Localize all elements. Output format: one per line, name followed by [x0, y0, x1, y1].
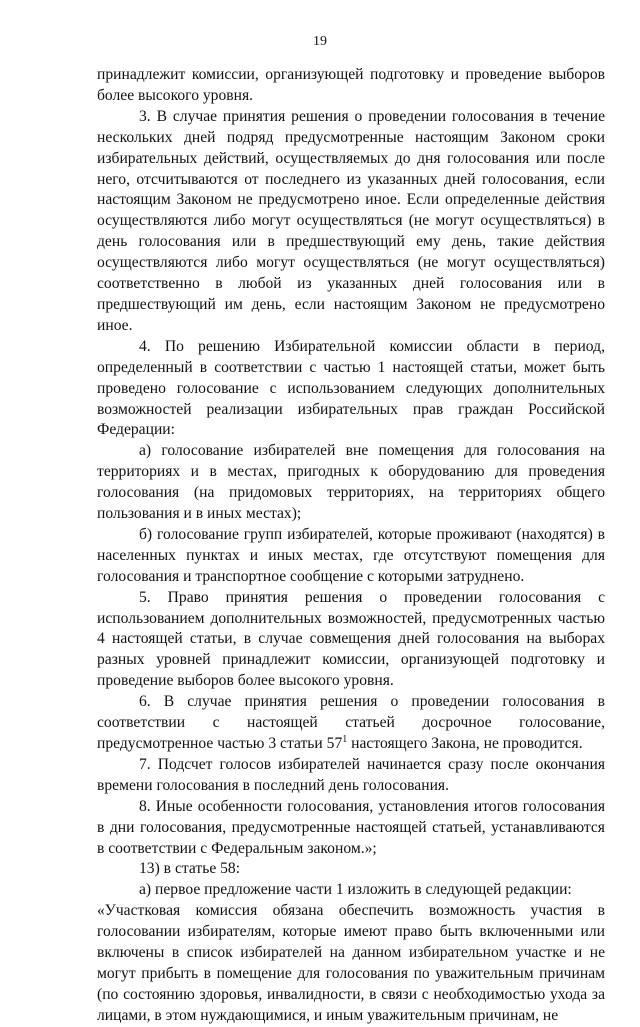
superscript-marker: 1 [342, 733, 348, 745]
paragraph-item-8: 8. Иные особенности голосования, установления итогов голосования в дни голосования, предусмотренные настоящей статьей, устанавливаются в соответствии с Федеральным законом.»; [97, 797, 605, 857]
paragraph-item-3: 3. В случае принятия решения о проведении голосования в течение нескольких дней подряд предусмотренные настоящим Законом сроки избирательных действий, осуществляемых до дня голосования или после него, отсчитываются от последнего из указанных дней голосования, если настоящим Законом не предусмотрено иное. Если определенные действия осуществляются либо могут осуществляться (не могут осуществляться) в день голосования или в предшествующий ему день, такие действия осуществляются либо могут осуществляться (не могут осуществляться) соответственно в любой из указанных дней голосования или в предшествующий им день, если настоящим Законом не предусмотрено иное. [97, 107, 605, 334]
paragraph-subitem-a: а) голосование избирателей вне помещения для голосования на территориях и в местах, пригодных к оборудованию для проведения голосования (на придомовых территориях, на территориях общего пользования и в иных местах); [97, 442, 605, 523]
paragraph-item-6-tail: настоящего Закона, не проводится. [347, 735, 583, 752]
paragraph-subitem-b: б) голосование групп избирателей, которые проживают (находятся) в населенных пунктах и иных местах, где отсутствуют помещения для голосования и транспортное сообщение с которыми затруднено. [97, 525, 605, 585]
paragraph-quoted-text: «Участковая комиссия обязана обеспечить возможность участия в голосовании избирателям, которые имеют право быть включенными или включены в список избирателей на данном избирательном участке и не могут прибыть в помещение для голосования по уважительным причинам (по состоянию здоровья, инвалидности, в связи с необходимостью ухода за лицами, в этом нуждающимися, и иным уважительным причинам, не [97, 902, 605, 1024]
paragraph-item-7: 7. Подсчет голосов избирателей начинается сразу после окончания времени голосования в последний день голосования. [97, 755, 605, 794]
document-body [97, 65, 605, 1027]
paragraph-item-5: 5. Право принятия решения о проведении голосования с использованием дополнительных возможностей, предусмотренных частью 4 настоящей статьи, в случае совмещения дней голосования на выборах разных уровней принадлежит комиссии, организующей подготовку и проведение выборов более высокого уровня. [97, 588, 605, 690]
paragraph-continuation: принадлежит комиссии, организующей подготовку и проведение выборов более высокого уровня. [97, 66, 605, 104]
paragraph-item-13: 13) в статье 58: [139, 860, 241, 878]
page-number: 19 [313, 34, 327, 49]
paragraph-subitem-a-amendment: а) первое предложение части 1 изложить в следующей редакции: [139, 881, 572, 899]
paragraph-item-4: 4. По решению Избирательной комиссии области в период, определенный в соответствии с частью 1 настоящей статьи, может быть проведено голосование с использованием следующих дополнительных возможностей реализации избирательных прав граждан Российской Федерации: [97, 337, 605, 439]
paragraph-item-6 [97, 692, 605, 755]
paragraph-item-6-text: 6. В случае принятия решения о проведении голосования в соответствии с настоящей статьей досрочное голосование, предусмотренное частью 3 статьи 57 [97, 693, 605, 752]
